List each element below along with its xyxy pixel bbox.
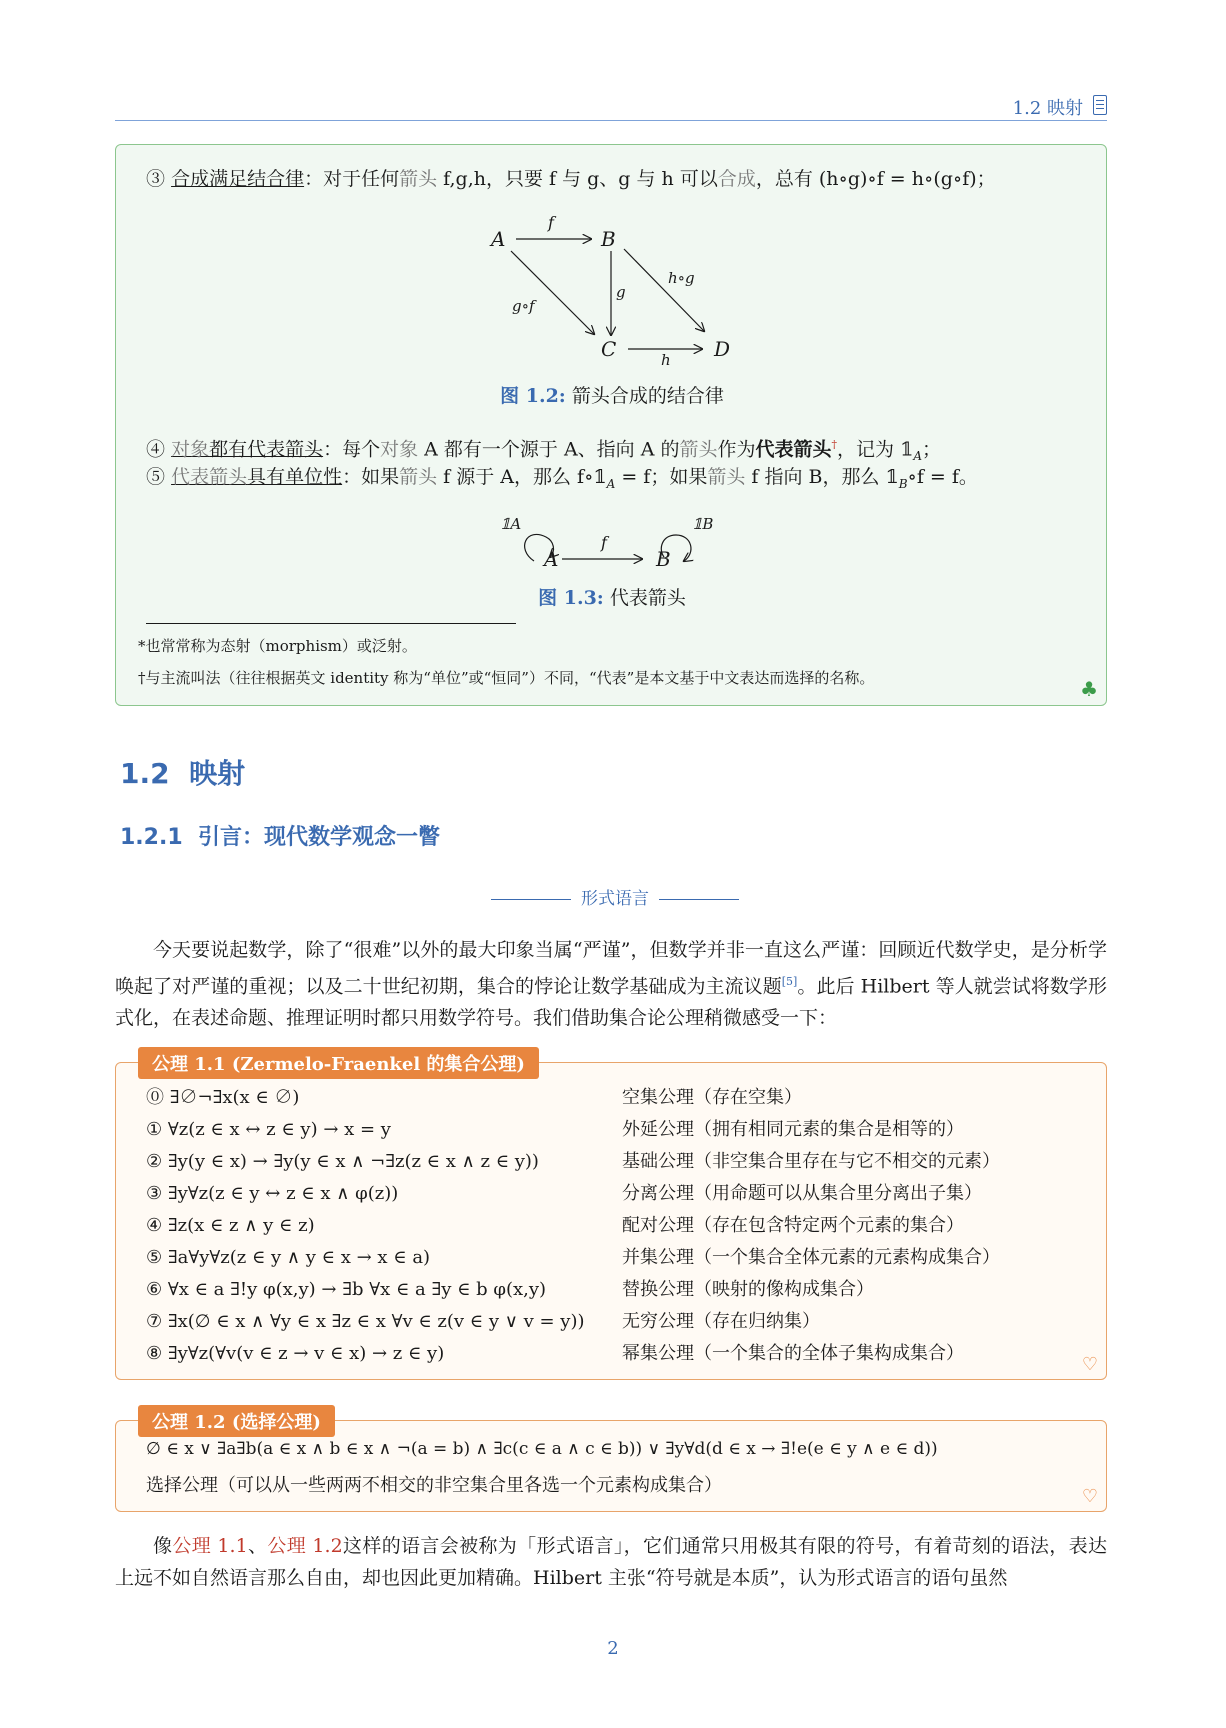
axiom-formula: ② ∃y(y ∈ x) → ∃y(y ∈ x ∧ ¬∃z(z ∈ x ∧ z ∈ y)) <box>146 1151 539 1172</box>
label-h: h <box>661 351 671 369</box>
section-title: 映射 <box>189 757 246 790</box>
header-title: 1.2 映射 <box>1012 98 1083 119</box>
text: A 都有一个源于 A、指向 A 的 <box>418 438 680 461</box>
term-link: 对象 <box>171 438 210 461</box>
axiom-description: 空集公理（存在空集） <box>622 1087 802 1108</box>
paragraph-text: 像 <box>153 1535 173 1557</box>
citation-link[interactable]: [5] <box>781 975 798 988</box>
label-g: g <box>616 283 626 301</box>
axiom-row <box>146 1115 1086 1145</box>
axiom-row <box>146 1179 1086 1209</box>
axiom-formula: ⑥ ∀x ∈ a ∃!y φ(x,y) → ∃b ∀x ∈ a ∃y ∈ b φ(x,y) <box>146 1279 547 1300</box>
axiom-formula: ⓪ ∃∅¬∃x(x ∈ ∅) <box>146 1087 300 1108</box>
text: f 源于 A，那么 f∘𝟙 <box>437 466 607 488</box>
text: f 指向 B，那么 𝟙 <box>745 466 899 488</box>
axiom-formula: ⑤ ∃a∀y∀z(z ∈ y ∧ y ∈ x → x ∈ a) <box>146 1247 431 1268</box>
axiom-description: 配对公理（存在包含特定两个元素的集合） <box>622 1215 964 1236</box>
term-unit: 具有单位性 <box>247 466 343 488</box>
node-A: A <box>491 227 506 251</box>
footnote-2: †与主流叫法（往往根据英文 identity 称为“单位”或“恒同”）不同，“代表”是本文基于中文表达而选择的名称。 <box>138 669 875 687</box>
text: ∘f = f。 <box>907 466 978 488</box>
paragraph-text: 这样的语言会被称为「形式语言」，它们通常只用极其有限的符号，有着苛刻的语法，表达上远不如自然语言那么自由，却也因此更加精确。Hilbert 主张“符号就是本质”，认为形式语言的语句虽然 <box>115 1535 1107 1589</box>
caption-label: 图 1.2: <box>500 385 566 407</box>
paragraph-text: 、 <box>247 1535 268 1557</box>
term-link: 箭头 <box>399 466 438 488</box>
footnote-1: *也常常称为态射（morphism）或泛射。 <box>138 637 417 655</box>
running-header <box>115 92 1107 121</box>
label-f: f <box>548 213 554 232</box>
axiom-formula: ⑦ ∃x(∅ ∈ x ∧ ∀y ∈ x ∃z ∈ x ∀v ∈ z(v ∈ y ∨ v = y)) <box>146 1311 585 1332</box>
arrow-gof <box>511 251 594 334</box>
subsection-title: 引言：现代数学观念一瞥 <box>197 825 440 850</box>
label-f: f <box>601 533 607 552</box>
subscript: B <box>898 476 908 491</box>
axiom-box-1-2 <box>115 1412 1107 1512</box>
heart-icon: ♡ <box>1081 1486 1098 1507</box>
axiom-ref-link[interactable]: 公理 1.2 <box>267 1535 343 1557</box>
axiom-row <box>146 1307 1086 1337</box>
axiom-row <box>146 1275 1086 1305</box>
term-link: 代表箭头 <box>171 466 248 488</box>
axiom-description: 替换公理（映射的像构成集合） <box>622 1279 874 1300</box>
node-D: D <box>714 337 731 361</box>
paragraph-2 <box>115 1530 1107 1594</box>
axiom-formula: ① ∀z(z ∈ x ↔ z ∈ y) → x = y <box>146 1119 391 1140</box>
axiom-tag: 公理 1.1 (Zermelo-Fraenkel 的集合公理) <box>138 1047 539 1079</box>
axiom-ref-link[interactable]: 公理 1.1 <box>172 1535 248 1557</box>
label-hog: h∘g <box>668 269 695 287</box>
caption-label: 图 1.3: <box>538 587 604 609</box>
axiom-row <box>146 1243 1086 1273</box>
arrow-hog <box>624 249 704 331</box>
subsection-heading <box>120 820 440 851</box>
bold-term: 代表箭头 <box>755 438 832 461</box>
section-heading <box>120 752 245 792</box>
axiom-row <box>146 1339 1086 1369</box>
node-A: A <box>544 547 559 571</box>
club-icon: ♣ <box>1080 677 1098 701</box>
definition-box <box>115 144 1107 706</box>
axiom-description: 选择公理（可以从一些两两不相交的非空集合里各选一个元素构成集合） <box>146 1475 722 1496</box>
label-idB: 𝟙B <box>692 515 714 533</box>
figure-caption-1-3 <box>116 583 1108 610</box>
term-link: 箭头 <box>707 466 746 488</box>
caption-text: 箭头合成的结合律 <box>571 385 724 407</box>
book-icon <box>1093 95 1107 115</box>
text: ：每个 <box>323 438 381 461</box>
term-link: 合成 <box>717 168 756 190</box>
text: ：对于任何 <box>304 168 400 190</box>
text: ； <box>921 438 941 461</box>
footnote-mark[interactable]: † <box>831 438 838 451</box>
axiom-row <box>146 1083 1086 1113</box>
text: 作为 <box>717 438 756 461</box>
axiom-description: 无穷公理（存在归纳集） <box>622 1311 820 1332</box>
page-number: 2 <box>607 1638 619 1659</box>
paragraph-divider <box>460 884 770 909</box>
label-gof: g∘f <box>512 297 535 315</box>
item-marker: ④ <box>146 438 166 461</box>
axiom-description: 基础公理（非空集合里存在与它不相交的元素） <box>622 1151 1000 1172</box>
axiom-box-1-1 <box>115 1054 1107 1380</box>
item-3 <box>146 165 996 193</box>
caption-text: 代表箭头 <box>609 587 686 609</box>
item-marker: ③ <box>146 168 166 190</box>
axiom-description: 幂集公理（一个集合的全体子集构成集合） <box>622 1343 964 1364</box>
term-identity: 都有代表箭头 <box>209 438 324 461</box>
text: ，记为 𝟙 <box>837 438 914 461</box>
axiom-description: 外延公理（拥有相同元素的集合是相等的） <box>622 1119 964 1140</box>
subscript: A <box>606 476 616 491</box>
item-marker: ⑤ <box>146 466 166 488</box>
node-B: B <box>601 227 616 251</box>
axiom-formula: ∅ ∈ x ∨ ∃a∃b(a ∈ x ∧ b ∈ x ∧ ¬(a = b) ∧ ∃c(c ∈ a ∧ c ∈ b)) ∨ ∃y∀d(d ∈ x → ∃!e(e ∈ y ∧ e ∈ d)) <box>146 1439 938 1459</box>
item-5 <box>146 463 978 498</box>
footnote-rule <box>146 623 516 624</box>
axiom-description: 分离公理（用命题可以从集合里分离出子集） <box>622 1183 982 1204</box>
term-link: 箭头 <box>399 168 438 190</box>
axiom-description: 并集公理（一个集合全体元素的元素构成集合） <box>622 1247 1000 1268</box>
axiom-row <box>146 1211 1086 1241</box>
paragraph-1 <box>115 934 1107 1034</box>
divider-title: 形式语言 <box>581 889 649 909</box>
axiom-formula: ③ ∃y∀z(z ∈ y ↔ z ∈ x ∧ φ(z)) <box>146 1183 399 1204</box>
axiom-row <box>146 1147 1086 1177</box>
term-link: 对象 <box>380 438 419 461</box>
subscript: A <box>913 449 922 464</box>
node-B: B <box>656 547 671 571</box>
term-link: 箭头 <box>679 438 718 461</box>
axiom-formula: ④ ∃z(x ∈ z ∧ y ∈ z) <box>146 1215 315 1236</box>
axiom-tag: 公理 1.2 (选择公理) <box>138 1405 335 1437</box>
axiom-formula: ⑧ ∃y∀z(∀v(v ∈ z → v ∈ x) → z ∈ y) <box>146 1343 445 1364</box>
term-associativity: 合成满足结合律 <box>171 168 305 190</box>
label-idA: 𝟙A <box>500 515 522 533</box>
paragraph-text: 今天要说起数学，除了“很难”以外的最大印象当属“严谨”，但数学并非一直这么严谨：回顾近代数学史，是分析学唤起了对严谨的重视；以及二十世纪初期，集合的悖论让数学基础成为主流议题 <box>115 939 1107 998</box>
node-C: C <box>601 337 617 361</box>
section-number: 1.2 <box>120 757 170 790</box>
text: ，总有 (h∘g)∘f = h∘(g∘f)； <box>755 168 996 190</box>
text: f,g,h，只要 f 与 g、g 与 h 可以 <box>437 168 718 190</box>
subsection-number: 1.2.1 <box>120 825 183 850</box>
figure-caption-1-2 <box>116 381 1108 408</box>
text: ：如果 <box>342 466 400 488</box>
heart-icon: ♡ <box>1081 1354 1098 1375</box>
paragraph-text: 。此后 Hilbert 等人就尝试将数学形式化，在表述命题、推理证明时都只用数学符号。我们借助集合论公理稍微感受一下： <box>115 975 1107 1030</box>
text: = f；如果 <box>615 466 708 488</box>
